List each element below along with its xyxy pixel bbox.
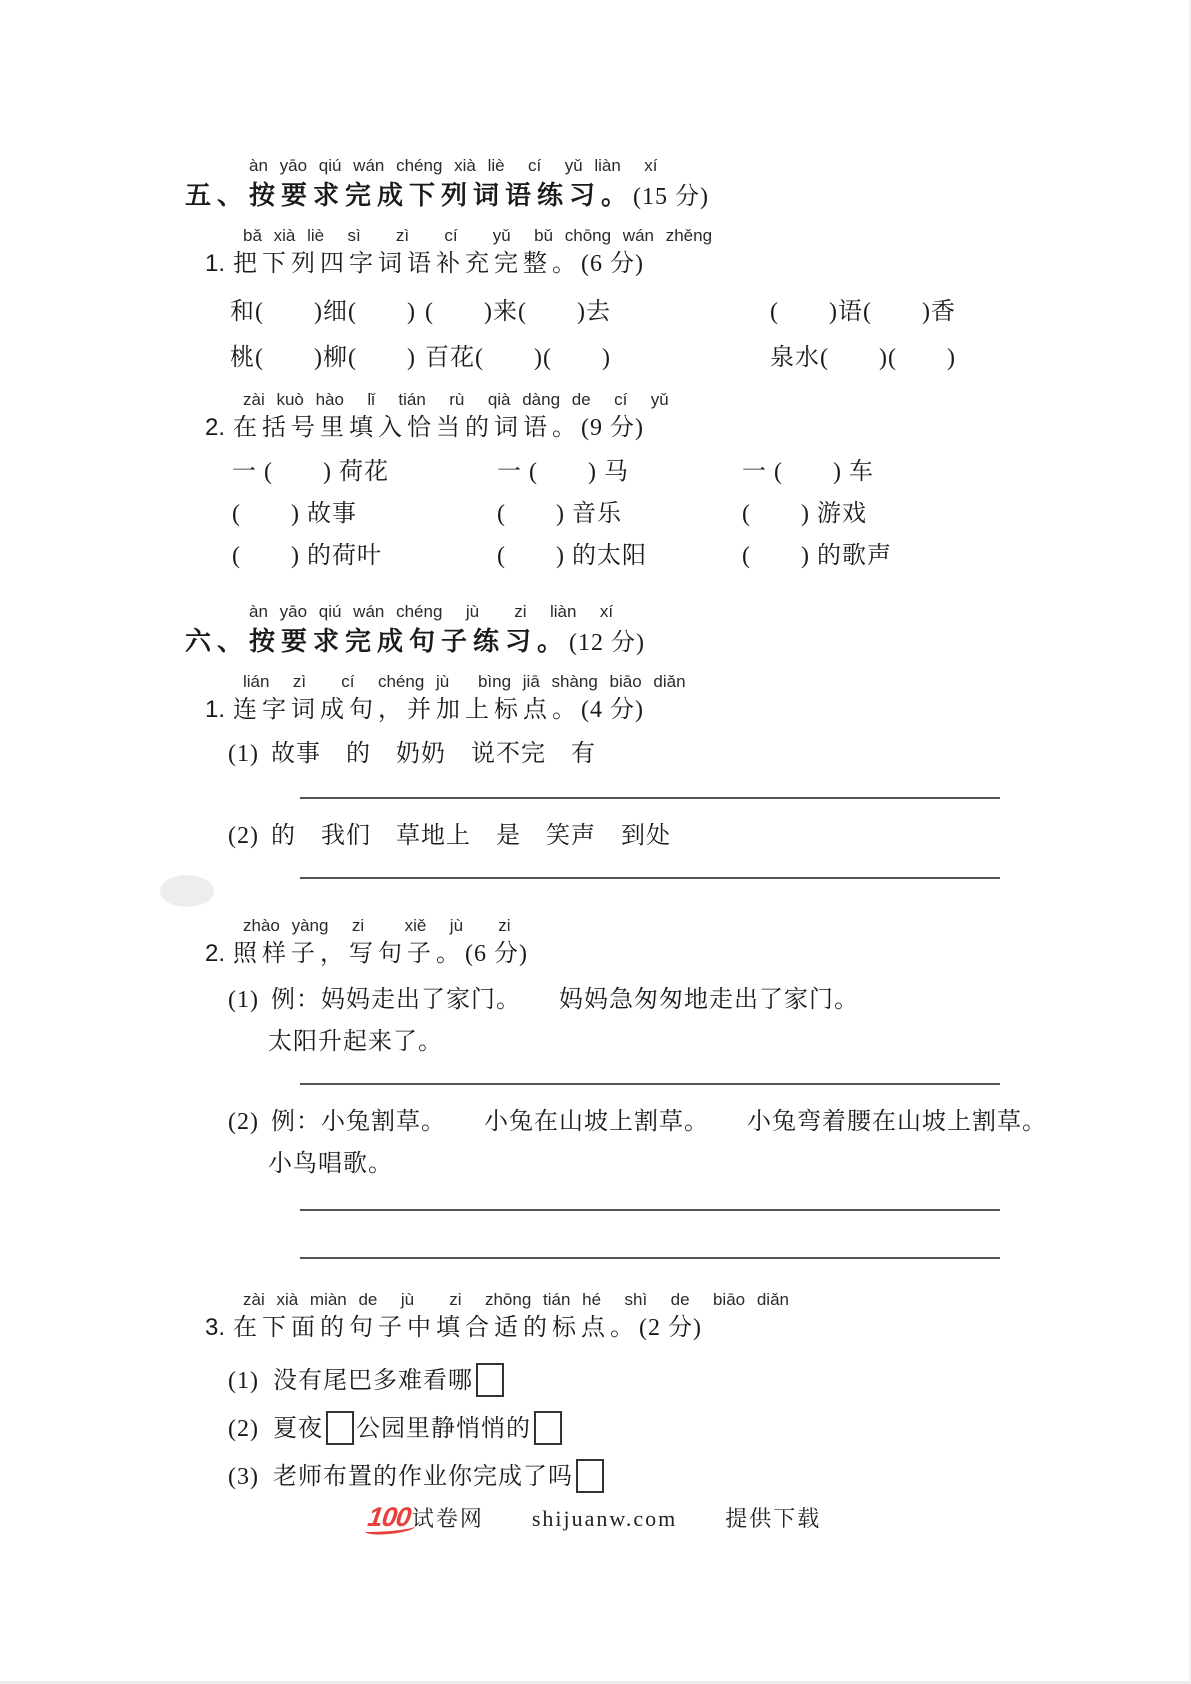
score-label: (2 分)	[639, 1315, 702, 1341]
subitem-number: (1)	[228, 987, 259, 1013]
punctuation-item	[228, 1361, 1035, 1401]
pinyin-line: zhào yàng zi xiě jù zi	[243, 916, 511, 935]
fill-blank-cell: ( )来( )去	[425, 299, 611, 325]
question-1-title	[205, 693, 1035, 727]
fill-blank-cell: 一 ( ) 荷花	[232, 459, 389, 485]
footer-tagline: 提供下载	[725, 1506, 822, 1531]
site-logo	[365, 1502, 484, 1533]
section-number: 五、	[185, 180, 250, 210]
fill-blank-cell: ( )语( )香	[770, 299, 956, 325]
question-number: 1.	[205, 696, 226, 723]
section-six-title	[185, 623, 1035, 661]
question-title-text: 照样子，写句子。	[233, 941, 466, 967]
score-label: (4 分)	[581, 697, 644, 723]
fill-blank-cell: 百花( )( )	[425, 345, 611, 371]
word-bank-row	[228, 819, 1035, 853]
pinyin-line: lián zì cí chéng jù bìng jiā shàng biāo diǎn	[243, 672, 686, 691]
fill-blank-cell: 桃( )柳( )	[230, 345, 416, 371]
subitem-number: (3)	[228, 1464, 259, 1490]
punctuation-item	[228, 1409, 1035, 1449]
punctuation-box	[534, 1411, 562, 1445]
footer-site-name: 试卷网	[411, 1506, 484, 1531]
example-sentence: 例：妈妈走出了家门。 妈妈急匆匆地走出了家门。	[270, 987, 859, 1013]
score-label: (9 分)	[581, 415, 644, 441]
pinyin-line: zài kuò hào lǐ tián rù qià dàng de cí yǔ	[243, 390, 669, 409]
fill-blank-cell: ( ) 故事	[232, 501, 357, 527]
fill-blank-cell: 一 ( ) 马	[497, 459, 629, 485]
question-number: 2.	[205, 940, 226, 967]
score-label: (6 分)	[581, 251, 644, 277]
fill-blank-cell: ( ) 的歌声	[742, 543, 892, 569]
question-number: 3.	[205, 1314, 226, 1341]
fill-blank-cell: ( ) 音乐	[497, 501, 622, 527]
pinyin-line: àn yāo qiú wán chéng jù zi liàn xí	[249, 602, 614, 621]
section-title-text: 按要求完成句子练习。	[249, 626, 570, 656]
fill-blank-cell: ( ) 的荷叶	[232, 543, 382, 569]
question-title-text: 在下面的句子中填合适的标点。	[233, 1315, 640, 1341]
question-number: 2.	[205, 414, 226, 441]
pinyin-line: àn yāo qiú wán chéng xià liè cí yǔ liàn xí	[249, 156, 658, 175]
example-row	[228, 983, 1035, 1017]
fill-blank-cell: 和( )细( )	[230, 299, 416, 325]
answer-line	[300, 1083, 1000, 1085]
subitem-number: (2)	[228, 1109, 259, 1135]
score-label: (12 分)	[569, 630, 646, 656]
answer-line	[300, 1257, 1000, 1259]
fill-blank-row	[232, 497, 1035, 531]
fill-blank-cell: 一 ( ) 车	[742, 459, 874, 485]
subitem-number: (1)	[228, 741, 259, 767]
question-2-title	[205, 411, 1035, 445]
word-bank-text: 故事 的 奶奶 说不完 有	[270, 741, 596, 767]
subitem-number: (2)	[228, 1416, 259, 1442]
punctuation-box	[576, 1459, 604, 1493]
footer-url: shijuanw.com	[531, 1506, 678, 1531]
pinyin-line: bǎ xià liè sì zì cí yǔ bǔ chōng wán zhěng	[243, 226, 713, 245]
question-number: 1.	[205, 250, 226, 277]
word-bank-text: 的 我们 草地上 是 笑声 到处	[270, 823, 671, 849]
answer-line	[300, 797, 1000, 799]
pinyin-line: zài xià miàn de jù zi zhōng tián hé shì de biāo diǎn	[243, 1290, 789, 1309]
sentence-text: 公园里静悄悄的	[355, 1416, 531, 1442]
scan-artifact	[160, 875, 214, 907]
logo-100-text: 100	[365, 1502, 412, 1532]
question-1-title	[205, 247, 1035, 281]
sentence-text: 没有尾巴多难看哪	[272, 1368, 473, 1394]
subitem-number: (1)	[228, 1368, 259, 1394]
logo-underline-icon	[364, 1522, 415, 1535]
fill-blank-row	[232, 455, 1035, 489]
prompt-sentence: 小鸟唱歌。	[268, 1151, 393, 1177]
logo-100-icon	[365, 1502, 412, 1533]
question-3-title	[205, 1311, 1035, 1345]
fill-blank-cell: ( ) 游戏	[742, 501, 867, 527]
question-title-text: 在括号里填入恰当的词语。	[233, 415, 582, 441]
section-five-title	[185, 177, 1035, 215]
question-title-text: 把下列四字词语补充完整。	[233, 251, 582, 277]
punctuation-item	[228, 1457, 1035, 1497]
section-title-text: 按要求完成下列词语练习。	[249, 180, 634, 210]
question-2-title	[205, 937, 1035, 971]
section-number: 六、	[185, 626, 250, 656]
fill-blank-cell: 泉水( )( )	[770, 345, 956, 371]
prompt-sentence: 太阳升起来了。	[268, 1029, 443, 1055]
answer-line	[300, 1209, 1000, 1211]
prompt-row	[268, 1025, 1035, 1059]
score-label: (6 分)	[465, 941, 528, 967]
fill-blank-row	[230, 295, 1035, 329]
word-bank-row	[228, 737, 1035, 771]
fill-blank-cell: ( ) 的太阳	[497, 543, 647, 569]
worksheet-content	[185, 155, 1047, 1497]
punctuation-box	[476, 1363, 504, 1397]
score-label: (15 分)	[633, 184, 710, 210]
punctuation-box	[326, 1411, 354, 1445]
prompt-row	[268, 1147, 1035, 1181]
answer-line	[300, 877, 1000, 879]
sentence-text: 老师布置的作业你完成了吗	[272, 1464, 573, 1490]
fill-blank-row	[230, 341, 1035, 375]
fill-blank-row	[232, 539, 1035, 573]
footer	[0, 1502, 1189, 1533]
subitem-number: (2)	[228, 823, 259, 849]
example-sentence: 例：小兔割草。 小兔在山坡上割草。 小兔弯着腰在山坡上割草。	[270, 1109, 1047, 1135]
example-row	[228, 1105, 1047, 1139]
question-title-text: 连字词成句，并加上标点。	[233, 697, 582, 723]
sentence-text: 夏夜	[272, 1416, 323, 1442]
